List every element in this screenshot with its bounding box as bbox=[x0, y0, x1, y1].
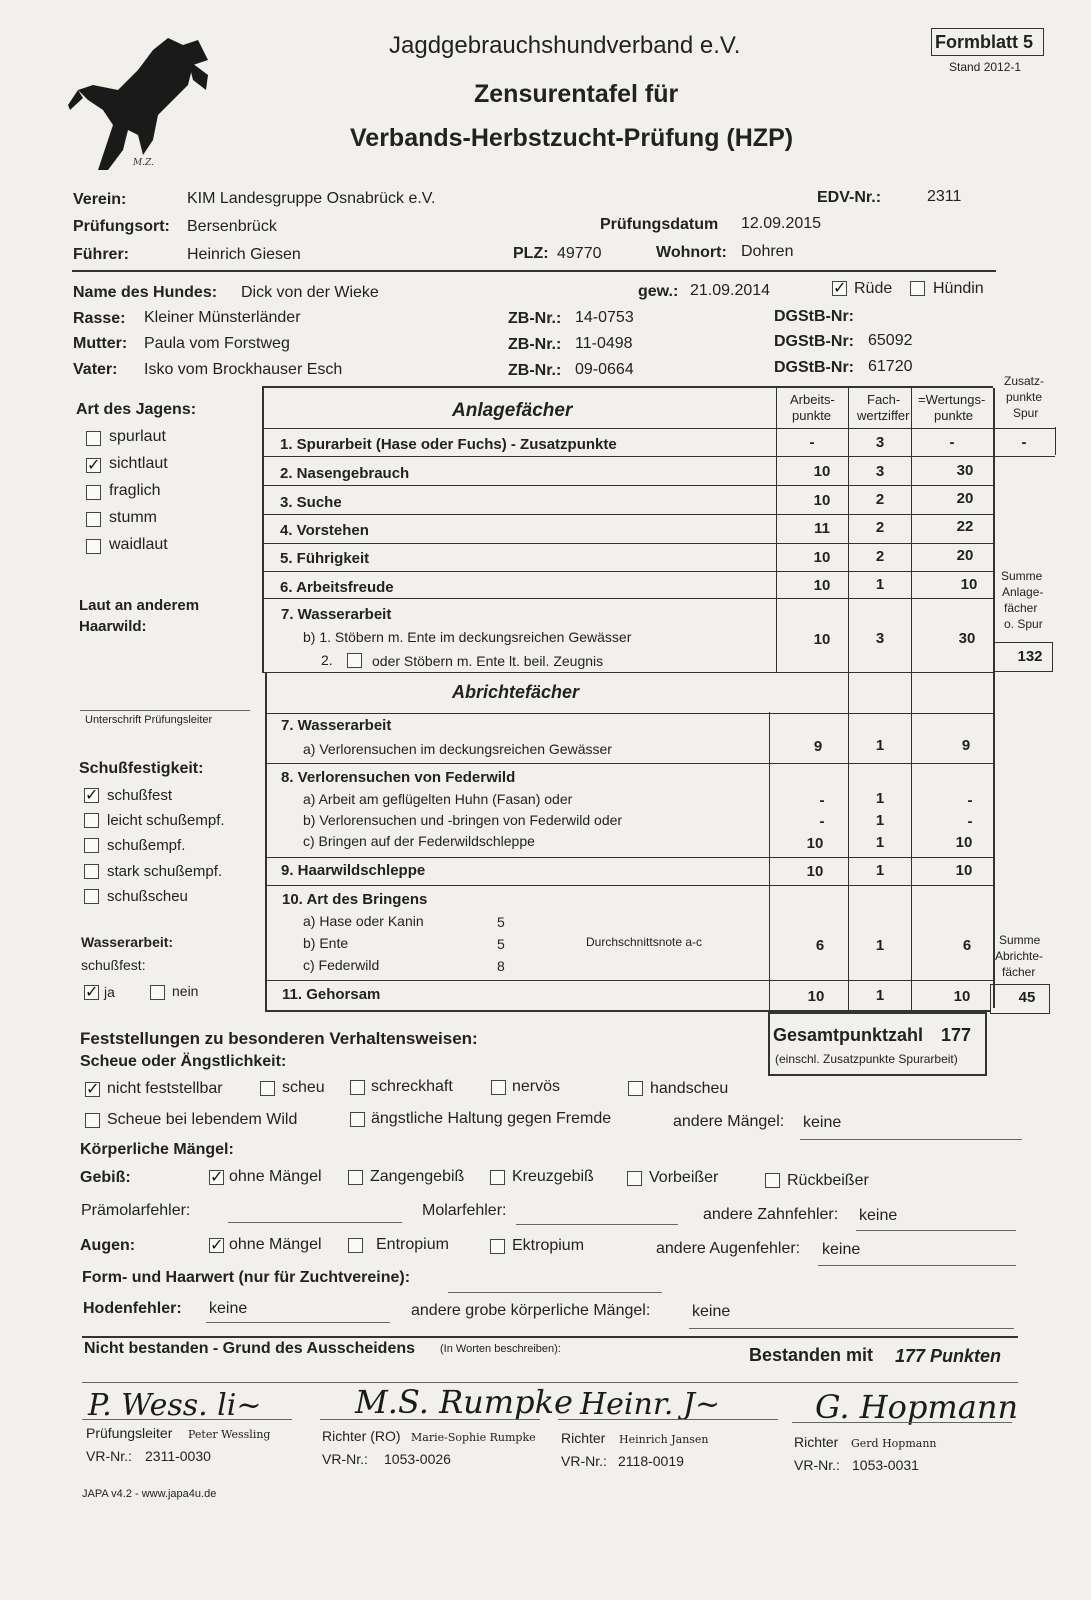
aengstlich-label: ängstliche Haltung gegen Fremde bbox=[371, 1110, 612, 1127]
wasser-title: Wasserarbeit: bbox=[81, 934, 174, 950]
augen-ohne-checkbox[interactable] bbox=[209, 1238, 224, 1253]
bestanden-label: Bestanden mit bbox=[749, 1345, 874, 1365]
sig4-line bbox=[792, 1422, 1012, 1423]
jagen-title: Art des Jagens: bbox=[76, 401, 197, 418]
sig4-vr-label: VR-Nr.: bbox=[794, 1457, 840, 1473]
grobe-line bbox=[689, 1328, 1014, 1329]
nein-checkbox[interactable] bbox=[150, 985, 165, 1000]
sig4-vr: 1053-0031 bbox=[852, 1457, 919, 1473]
a11-wert: 10 bbox=[953, 988, 971, 1005]
mutter-label: Mutter: bbox=[73, 335, 128, 352]
spurlaut-label: spurlaut bbox=[109, 428, 166, 445]
summe-anlage-4: o. Spur bbox=[1004, 617, 1043, 631]
schreckhaft-checkbox[interactable] bbox=[350, 1080, 365, 1095]
ektropium-checkbox[interactable] bbox=[490, 1239, 505, 1254]
aengstlich-checkbox[interactable] bbox=[350, 1112, 365, 1127]
row5-wert: 20 bbox=[956, 547, 974, 564]
zahnfehler-line bbox=[856, 1230, 1016, 1231]
row1-label: 1. Spurarbeit (Hase oder Fuchs) - Zusatzpunkte bbox=[280, 436, 617, 453]
fuehrer-value: Heinrich Giesen bbox=[187, 246, 301, 263]
augen-label: Augen: bbox=[80, 1237, 136, 1254]
row3-wert: 20 bbox=[956, 490, 974, 507]
grobe-label: andere grobe körperliche Mängel: bbox=[411, 1302, 651, 1319]
rueckbeisser-label: Rückbeißer bbox=[787, 1172, 869, 1189]
schussfest-label: schußfest bbox=[107, 787, 173, 804]
scheu-checkbox[interactable] bbox=[260, 1081, 275, 1096]
formblatt: Formblatt 5 bbox=[935, 32, 1034, 52]
waidlaut-checkbox[interactable] bbox=[86, 539, 101, 554]
gebiss-label: Gebiß: bbox=[80, 1169, 131, 1186]
laut-title-2: Haarwild: bbox=[79, 618, 147, 635]
andere-maengel-value: keine bbox=[803, 1114, 842, 1131]
sig2-line bbox=[320, 1419, 540, 1420]
kreuzgebiss-label: Kreuzgebiß bbox=[512, 1168, 594, 1185]
edv-value: 2311 bbox=[927, 188, 962, 205]
schussempf-checkbox[interactable] bbox=[84, 838, 99, 853]
handscheu-checkbox[interactable] bbox=[628, 1081, 643, 1096]
a7-label: 7. Wasserarbeit bbox=[281, 717, 392, 734]
augen-ohne-label: ohne Mängel bbox=[229, 1236, 322, 1253]
row7-sub1: b) 1. Stöbern m. Ente im deckungsreichen Gewässer bbox=[303, 629, 632, 645]
plz-label: PLZ: bbox=[513, 245, 549, 262]
row1-fach: 3 bbox=[875, 434, 885, 451]
a10-sa: a) Hase oder Kanin bbox=[303, 913, 424, 929]
a9-fach: 1 bbox=[875, 862, 885, 879]
verein-value: KIM Landesgruppe Osnabrück e.V. bbox=[187, 190, 436, 207]
a10-sc-value: 8 bbox=[497, 958, 505, 974]
row4-arbeit: 11 bbox=[814, 520, 830, 537]
schussfest-checkbox[interactable] bbox=[84, 788, 99, 803]
gew-label: gew.: bbox=[638, 283, 679, 300]
row2-label: 2. Nasengebrauch bbox=[280, 465, 410, 482]
mutter-zb-value: 11-0498 bbox=[575, 335, 633, 352]
a8-label: 8. Verlorensuchen von Federwild bbox=[281, 769, 516, 786]
entropium-checkbox[interactable] bbox=[348, 1238, 363, 1253]
hoden-label: Hodenfehler: bbox=[83, 1300, 182, 1317]
mutter-value: Paula vom Forstweg bbox=[144, 335, 290, 352]
ja-label: ja bbox=[104, 984, 115, 1000]
mutter-dgstb-value: 65092 bbox=[868, 332, 913, 349]
wohnort-label: Wohnort: bbox=[656, 244, 727, 261]
stumm-checkbox[interactable] bbox=[86, 512, 101, 527]
row6-wert: 10 bbox=[960, 576, 978, 593]
title-line1: Zensurentafel für bbox=[474, 80, 679, 108]
a11-fach: 1 bbox=[875, 987, 885, 1004]
row2-fach: 3 bbox=[875, 463, 885, 480]
laut-title-1: Laut an anderem bbox=[79, 597, 200, 614]
sichtlaut-label: sichtlaut bbox=[109, 455, 168, 472]
nein-label: nein bbox=[172, 983, 199, 999]
leicht-checkbox[interactable] bbox=[84, 813, 99, 828]
sig3-line bbox=[558, 1419, 778, 1420]
datum-label: Prüfungsdatum bbox=[600, 216, 719, 233]
augen-andere-line bbox=[818, 1265, 1016, 1266]
abricht-title: Abrichtefächer bbox=[452, 682, 580, 702]
row3-label: 3. Suche bbox=[280, 494, 342, 511]
nervoes-checkbox[interactable] bbox=[491, 1080, 506, 1095]
sig3-vr: 2118-0019 bbox=[618, 1453, 684, 1469]
schussscheu-label: schußscheu bbox=[107, 888, 188, 905]
row7-sub2-checkbox[interactable] bbox=[347, 653, 362, 668]
row7-sub2: oder Stöbern m. Ente lt. beil. Zeugnis bbox=[372, 653, 604, 669]
japa-footer: JAPA v4.2 - www.japa4u.de bbox=[82, 1488, 217, 1500]
col-wert-1: =Wertungs- bbox=[918, 392, 986, 407]
row6-arbeit: 10 bbox=[813, 577, 831, 594]
a8-sc-arbeit: 10 bbox=[806, 835, 824, 852]
verein-label: Verein: bbox=[73, 191, 127, 208]
a11-label: 11. Gehorsam bbox=[282, 986, 381, 1003]
molar-line bbox=[516, 1224, 678, 1225]
col-arbeit-2: punkte bbox=[792, 408, 832, 423]
a11-arbeit: 10 bbox=[807, 988, 825, 1005]
andere-maengel-label: andere Mängel: bbox=[673, 1113, 785, 1130]
a8-sc-wert: 10 bbox=[955, 834, 973, 851]
stumm-label: stumm bbox=[109, 509, 157, 526]
form-label: Form- und Haarwert (nur für Zuchtvereine): bbox=[82, 1269, 411, 1286]
huendin-checkbox[interactable] bbox=[910, 281, 925, 296]
augen-andere-label: andere Augenfehler: bbox=[656, 1240, 801, 1257]
a8-sa-wert: - bbox=[967, 792, 973, 809]
row7-wert: 30 bbox=[958, 630, 976, 647]
nicht-bestanden-sub: (In Worten beschreiben): bbox=[440, 1343, 561, 1355]
plz-value: 49770 bbox=[557, 245, 602, 262]
a7-sub: a) Verlorensuchen im deckungsreichen Gewässer bbox=[303, 741, 612, 757]
row3-arbeit: 10 bbox=[813, 492, 831, 509]
stand: Stand 2012-1 bbox=[949, 60, 1022, 74]
stark-label: stark schußempf. bbox=[107, 863, 223, 880]
zahnfehler-value: keine bbox=[859, 1207, 898, 1224]
kreuzgebiss-checkbox[interactable] bbox=[490, 1170, 505, 1185]
zb-label: ZB-Nr.: bbox=[508, 310, 562, 327]
ruede-label: Rüde bbox=[854, 280, 893, 297]
vater-zb-label: ZB-Nr.: bbox=[508, 362, 562, 379]
schuss-title: Schußfestigkeit: bbox=[79, 760, 204, 777]
a8-sb-arbeit: - bbox=[819, 813, 825, 830]
row7-sub2-num: 2. bbox=[321, 652, 333, 668]
dog-logo bbox=[58, 30, 218, 180]
anlage-title: Anlagefächer bbox=[452, 400, 573, 421]
summe-anlage-1: Summe bbox=[1001, 569, 1043, 583]
row6-fach: 1 bbox=[875, 576, 885, 593]
a10-wert: 6 bbox=[962, 937, 972, 954]
a8-sa-fach: 1 bbox=[875, 790, 885, 807]
sig2-vr: 1053-0026 bbox=[384, 1451, 451, 1467]
summe-abricht-2: Abrichte- bbox=[995, 949, 1044, 963]
vorbeisser-label: Vorbeißer bbox=[649, 1169, 719, 1186]
mutter-zb-label: ZB-Nr.: bbox=[508, 336, 562, 353]
zahnfehler-label: andere Zahnfehler: bbox=[703, 1206, 839, 1223]
sig2-vr-label: VR-Nr.: bbox=[322, 1451, 368, 1467]
rueckbeisser-checkbox[interactable] bbox=[765, 1173, 780, 1188]
sig3-name: Heinrich Jansen bbox=[619, 1433, 709, 1446]
ja-checkbox[interactable] bbox=[84, 985, 99, 1000]
praemolar-line bbox=[228, 1222, 402, 1223]
signature-4: G. Hopmann bbox=[815, 1388, 1019, 1426]
hoden-value: keine bbox=[209, 1300, 248, 1317]
edv-label: EDV-Nr.: bbox=[817, 189, 882, 206]
org-name: Jagdgebrauchshundverband e.V. bbox=[389, 32, 741, 59]
a8-sa-arbeit: - bbox=[819, 792, 825, 809]
summe-abricht-value: 45 bbox=[1018, 989, 1036, 1006]
row3-fach: 2 bbox=[875, 491, 885, 508]
grobe-value: keine bbox=[692, 1303, 731, 1320]
nicht-feststellbar-checkbox[interactable] bbox=[85, 1082, 100, 1097]
dgstb-label: DGStB-Nr: bbox=[774, 308, 854, 325]
a10-sb: b) Ente bbox=[303, 935, 349, 951]
datum-value: 12.09.2015 bbox=[741, 215, 822, 232]
a9-arbeit: 10 bbox=[806, 863, 824, 880]
ort-value: Bersenbrück bbox=[187, 218, 277, 235]
nicht-feststellbar-label: nicht feststellbar bbox=[107, 1080, 223, 1097]
huendin-label: Hündin bbox=[933, 280, 984, 297]
fraglich-checkbox[interactable] bbox=[86, 485, 101, 500]
vater-zb-value: 09-0664 bbox=[575, 361, 634, 378]
col-zusatz-2: punkte bbox=[1006, 390, 1043, 404]
gebiss-ohne-checkbox[interactable] bbox=[209, 1170, 224, 1185]
scheue-wild-label: Scheue bei lebendem Wild bbox=[107, 1111, 298, 1128]
andere-maengel-line bbox=[800, 1139, 1022, 1140]
a10-arbeit: 6 bbox=[815, 937, 825, 954]
a10-sb-value: 5 bbox=[497, 936, 505, 952]
a10-sc: c) Federwild bbox=[303, 957, 380, 973]
scheu-label: scheu bbox=[282, 1079, 325, 1096]
a8-sb: b) Verlorensuchen und -bringen von Federwild oder bbox=[303, 812, 623, 828]
col-zusatz-3: Spur bbox=[1013, 406, 1039, 420]
augen-andere-value: keine bbox=[822, 1241, 861, 1258]
sig1-vr: 2311-0030 bbox=[145, 1448, 211, 1464]
gesamt-sub: (einschl. Zusatzpunkte Spurarbeit) bbox=[775, 1052, 958, 1066]
dogname-label: Name des Hundes: bbox=[73, 284, 218, 301]
dogname-value: Dick von der Wieke bbox=[241, 284, 379, 301]
koerper-title: Körperliche Mängel: bbox=[80, 1141, 234, 1158]
sig2-role: Richter (RO) bbox=[322, 1428, 401, 1444]
summe-abricht-1: Summe bbox=[999, 933, 1041, 947]
row1-zusatz: - bbox=[1021, 434, 1027, 451]
gebiss-ohne-label: ohne Mängel bbox=[229, 1168, 322, 1185]
gew-value: 21.09.2014 bbox=[690, 282, 771, 299]
nicht-bestanden-label: Nicht bestanden - Grund des Ausscheidens bbox=[84, 1340, 416, 1357]
ort-label: Prüfungsort: bbox=[73, 218, 170, 235]
col-fach-2: wertziffer bbox=[857, 408, 910, 423]
summe-anlage-value: 132 bbox=[1017, 648, 1043, 665]
schreckhaft-label: schreckhaft bbox=[371, 1078, 453, 1095]
row1-wert: - bbox=[949, 434, 955, 451]
row5-arbeit: 10 bbox=[813, 549, 831, 566]
rasse-value: Kleiner Münsterländer bbox=[144, 309, 301, 326]
row4-label: 4. Vorstehen bbox=[280, 522, 369, 539]
hoden-line bbox=[206, 1322, 390, 1323]
a7-fach: 1 bbox=[875, 737, 885, 754]
molar-label: Molarfehler: bbox=[422, 1202, 507, 1219]
footer-divider bbox=[82, 1336, 1018, 1338]
unterschrift-label: Unterschrift Prüfungsleiter bbox=[85, 714, 213, 726]
form-line bbox=[448, 1292, 662, 1293]
vater-label: Vater: bbox=[73, 361, 118, 378]
row7-fach: 3 bbox=[875, 630, 885, 647]
zangengebiss-checkbox[interactable] bbox=[348, 1170, 363, 1185]
signature-2: M.S. Rumpke bbox=[355, 1383, 573, 1421]
sig3-role: Richter bbox=[561, 1430, 606, 1446]
a7-arbeit: 9 bbox=[813, 738, 823, 755]
zangengebiss-label: Zangengebiß bbox=[370, 1168, 465, 1185]
scheu-title: Scheue oder Ängstlichkeit: bbox=[80, 1053, 287, 1070]
praemolar-label: Prämolarfehler: bbox=[81, 1202, 191, 1219]
scheue-wild-checkbox[interactable] bbox=[85, 1113, 100, 1128]
row2-wert: 30 bbox=[956, 462, 974, 479]
row4-wert: 22 bbox=[956, 518, 974, 535]
zb-value: 14-0753 bbox=[575, 309, 634, 326]
vater-dgstb-label: DGStB-Nr: bbox=[774, 359, 854, 376]
col-fach-1: Fach- bbox=[867, 392, 901, 407]
gesamt-value: 177 bbox=[941, 1025, 972, 1045]
row2-arbeit: 10 bbox=[813, 463, 831, 480]
row7-arbeit: 10 bbox=[813, 631, 831, 648]
wohnort-value: Dohren bbox=[741, 243, 794, 260]
spurlaut-checkbox[interactable] bbox=[86, 431, 101, 446]
fraglich-label: fraglich bbox=[109, 482, 161, 499]
a8-sb-fach: 1 bbox=[875, 812, 885, 829]
a8-sc-fach: 1 bbox=[875, 834, 885, 851]
row5-label: 5. Führigkeit bbox=[280, 550, 370, 567]
verhalten-title: Feststellungen zu besonderen Verhaltensweisen: bbox=[80, 1029, 478, 1048]
a10-sa-value: 5 bbox=[497, 914, 505, 930]
unterschrift-line bbox=[80, 710, 250, 711]
a10-label: 10. Art des Bringens bbox=[282, 891, 428, 908]
row5-fach: 2 bbox=[875, 548, 885, 565]
sig4-name: Gerd Hopmann bbox=[851, 1437, 937, 1450]
signature-1: P. Wess. li~ bbox=[88, 1388, 262, 1423]
a7-wert: 9 bbox=[961, 737, 971, 754]
ektropium-label: Ektropium bbox=[512, 1237, 585, 1254]
sig1-name: Peter Wessling bbox=[188, 1428, 271, 1441]
sig4-role: Richter bbox=[794, 1434, 839, 1450]
signature-3: Heinr. J~ bbox=[580, 1387, 721, 1422]
title-line2: Verbands-Herbstzucht-Prüfung (HZP) bbox=[350, 124, 794, 152]
col-zusatz-1: Zusatz- bbox=[1004, 374, 1045, 388]
row7-label: 7. Wasserarbeit bbox=[281, 606, 392, 623]
fuehrer-label: Führer: bbox=[73, 246, 129, 263]
stark-checkbox[interactable] bbox=[84, 864, 99, 879]
sig3-vr-label: VR-Nr.: bbox=[561, 1453, 607, 1469]
row4-fach: 2 bbox=[875, 519, 885, 536]
rasse-label: Rasse: bbox=[73, 310, 126, 327]
col-arbeit-1: Arbeits- bbox=[790, 392, 835, 407]
handscheu-label: handscheu bbox=[650, 1080, 729, 1097]
summe-anlage-3: fächer bbox=[1004, 601, 1038, 615]
sig1-role: Prüfungsleiter bbox=[86, 1425, 173, 1441]
ruede-checkbox[interactable] bbox=[832, 281, 847, 296]
col-wert-2: punkte bbox=[934, 408, 974, 423]
summe-anlage-2: Anlage- bbox=[1002, 585, 1044, 599]
sig2-name: Marie-Sophie Rumpke bbox=[411, 1431, 536, 1444]
entropium-label: Entropium bbox=[376, 1236, 449, 1253]
schussscheu-checkbox[interactable] bbox=[84, 889, 99, 904]
row6-label: 6. Arbeitsfreude bbox=[280, 579, 394, 596]
row1-arbeit: - bbox=[809, 434, 815, 451]
sig1-vr-label: VR-Nr.: bbox=[86, 1448, 132, 1464]
summe-abricht-3: fächer bbox=[1002, 965, 1036, 979]
a9-wert: 10 bbox=[955, 862, 973, 879]
wasser-sub: schußfest: bbox=[81, 957, 146, 973]
nervoes-label: nervös bbox=[512, 1078, 561, 1095]
mutter-dgstb-label: DGStB-Nr: bbox=[774, 333, 854, 350]
sichtlaut-checkbox[interactable] bbox=[86, 458, 101, 473]
waidlaut-label: waidlaut bbox=[109, 536, 168, 553]
schussempf-label: schußempf. bbox=[107, 837, 186, 854]
a10-fach: 1 bbox=[875, 937, 885, 954]
bestanden-value: 177 Punkten bbox=[895, 1346, 1002, 1366]
svg-text:M.Z.: M.Z. bbox=[133, 158, 155, 168]
a8-sb-wert: - bbox=[967, 813, 973, 830]
vorbeisser-checkbox[interactable] bbox=[627, 1171, 642, 1186]
a8-sa: a) Arbeit am geflügelten Huhn (Fasan) oder bbox=[303, 791, 573, 807]
a10-avg-label: Durchschnittsnote a-c bbox=[586, 935, 703, 949]
a9-label: 9. Haarwildschleppe bbox=[281, 862, 426, 879]
vater-value: Isko vom Brockhauser Esch bbox=[144, 361, 343, 378]
a8-sc: c) Bringen auf der Federwildschleppe bbox=[303, 833, 535, 849]
divider bbox=[72, 270, 996, 272]
vater-dgstb-value: 61720 bbox=[868, 358, 913, 375]
leicht-label: leicht schußempf. bbox=[107, 812, 225, 829]
sig1-line bbox=[82, 1419, 292, 1420]
gesamt-label: Gesamtpunktzahl bbox=[773, 1025, 924, 1045]
